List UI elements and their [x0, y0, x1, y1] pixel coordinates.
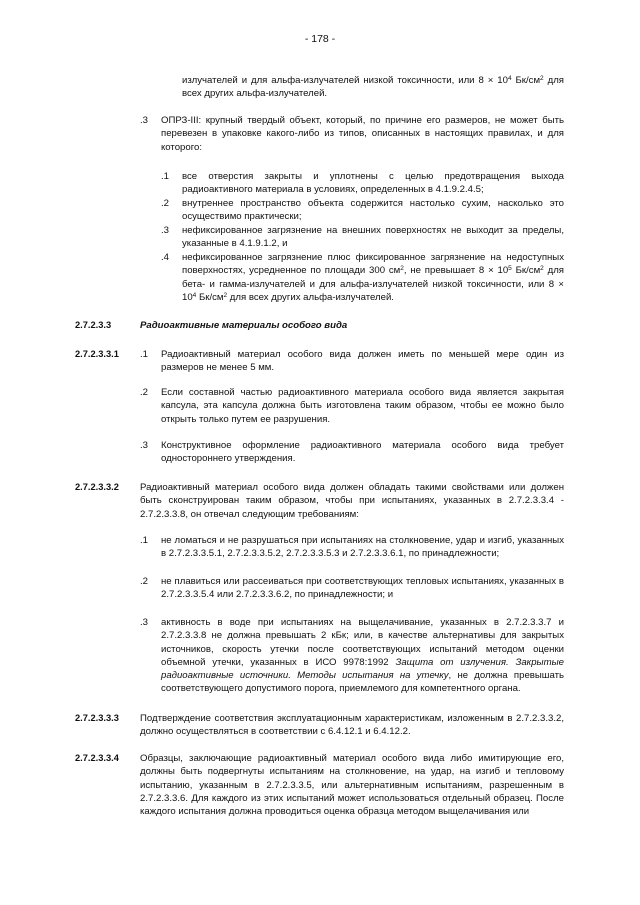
item-text: не плавиться или рассеиваться при соответствующих тепловых испытаниях, указанных в 2.7.2.3.3.5.4 или 2.7.2.3.3.6.2, по принадлежности; и — [161, 576, 564, 601]
item-marker: .3 — [140, 617, 149, 628]
page-number: - 178 - — [304, 33, 336, 45]
section-title: Радиоактивные материалы особого вида — [140, 320, 348, 331]
opr3-item-text: внутреннее пространство объекта содержится настолько сухим, насколько это осуществимо практически; — [182, 198, 564, 223]
opr3-item-marker: .4 — [161, 252, 170, 263]
opr3-marker: .3 — [140, 115, 149, 126]
item-marker: .2 — [140, 387, 149, 398]
opr3-text: ОПРЗ-III: крупный твердый объект, который, по причине его размеров, не может быть перевезен в упаковке какого-либо из типов, описанных в настоящих правилах, и для которого: — [161, 115, 564, 153]
paragraph-number: 2.7.2.3.3.1 — [75, 349, 119, 359]
opr3-item-text: все отверстия закрыты и уплотнены с целью предотвращения выхода радиоактивного материала в условиях, определенных в 4.1.9.2.4.5; — [182, 171, 564, 196]
item-text: не ломаться и не разрушаться при испытаниях на столкновение, удар и изгиб, указанных в 2.7.2.3.3.5.1, 2.7.2.3.3.5.2, 2.7.2.3.3.5.3 и 2.7.2.3.3.6.1, по принадлежности; — [161, 535, 564, 560]
section-number: 2.7.2.3.3 — [75, 320, 112, 330]
paragraph-number: 2.7.2.3.3.4 — [75, 753, 119, 763]
item-text: активность в воде при испытаниях на выщелачивание, указанных в 2.7.2.3.3.7 и 2.7.2.3.3.8 не должна превышать 2 кБк; или, в качестве альтернативы для закрытых источников, скорость утечки после соответствующих испытаний методом оценки объемной утечки, указанных в ИСО 9978:1992 Защита от излучения. Закрытые радиоактивные источники. Методы испытания на утечку, не должна превышать соответствующего допустимого порога, приемлемого для компетентного органа. — [161, 617, 564, 695]
item-marker: .3 — [140, 440, 149, 451]
item-marker: .1 — [140, 349, 149, 360]
opr3-item-text: нефиксированное загрязнение плюс фиксированное загрязнение на недоступных поверхностях, усредненное по площади 300 $см^2$, не превышает $8 \times 10^5$ $Бк/см^2$ для бета- и гамма-излучателей и для альфа-излучателей низкой токсичности, или $8 \times 10^4$ $Бк/см^2$ для всех других альфа-излучателей. — [182, 252, 565, 303]
paragraph-number: 2.7.2.3.3.2 — [75, 482, 119, 492]
opr3-item-marker: .2 — [161, 198, 170, 209]
paragraph-text: Подтверждение соответствия эксплуатационным характеристикам, изложенным в 2.7.2.3.3.2, должно осуществляться в соответствии с 6.4.12.1 и 6.4.12.2. — [140, 713, 564, 738]
paragraph-text: Образцы, заключающие радиоактивный материал особого вида либо имитирующие его, должны быть подвергнуты испытаниям на столкновение, на удар, на изгиб и тепловому испытанию, указанным в 2.7.2.3.3.5, или альтернативным испытаниям, разрешенным в 2.7.2.3.3.6. Для каждого из этих испытаний может использоваться отдельный образец. После каждого испытания должна проводиться оценка образца методом выщелачивания или — [140, 753, 564, 818]
paragraph-number: 2.7.2.3.3.3 — [75, 713, 119, 723]
opr3-item-marker: .3 — [161, 225, 170, 236]
item-text: Радиоактивный материал особого вида должен иметь по меньшей мере один из размеров не менее 5 мм. — [161, 349, 564, 374]
item-text: Если составной частью радиоактивного материала особого вида является закрытая капсула, эта капсула должна быть изготовлена таким образом, чтобы ее можно было открыть только путем ее разрушения. — [161, 387, 564, 425]
item-marker: .2 — [140, 576, 149, 587]
opr3-item-text: нефиксированное загрязнение на внешних поверхностях не выходит за пределы, указанные в 4.1.9.1.2, и — [182, 225, 564, 250]
opr3-item-marker: .1 — [161, 171, 170, 182]
item-marker: .1 — [140, 535, 149, 546]
item-text: Конструктивное оформление радиоактивного материала особого вида требует одностороннего утверждения. — [161, 440, 564, 465]
paragraph-text: Радиоактивный материал особого вида должен обладать такими свойствами или должен быть сконструирован таким образом, чтобы при испытаниях, указанных в 2.7.2.3.3.4 - 2.7.2.3.3.8, он отвечал следующим требованиям: — [140, 482, 564, 520]
intro-continuation: излучателей и для альфа-излучателей низкой токсичности, или $8 \times 10^4$ $Бк/см^2$ для всех других альфа-излучателей. — [182, 75, 564, 100]
